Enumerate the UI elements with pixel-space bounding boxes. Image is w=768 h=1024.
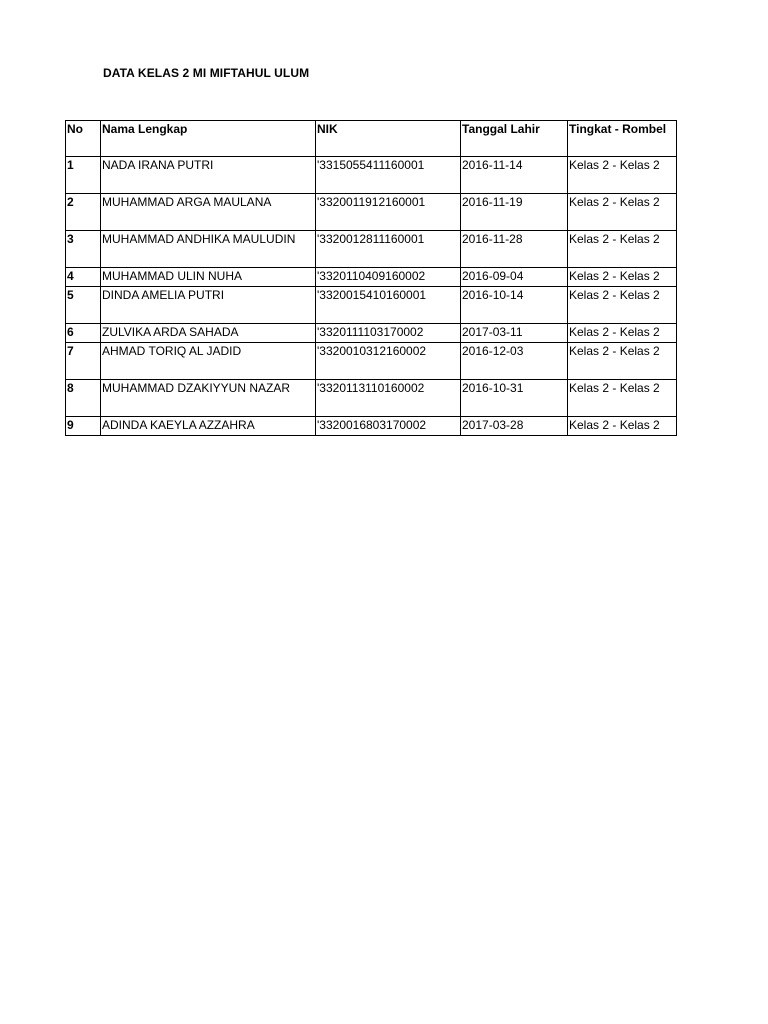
cell-tingkat-rombel: Kelas 2 - Kelas 2 [568, 157, 677, 194]
cell-tingkat-rombel: Kelas 2 - Kelas 2 [568, 194, 677, 231]
cell-tingkat-rombel: Kelas 2 - Kelas 2 [568, 287, 677, 324]
cell-tanggal-lahir: 2017-03-11 [461, 324, 568, 343]
cell-tingkat-rombel: Kelas 2 - Kelas 2 [568, 324, 677, 343]
cell-nik: '3320113110160002 [316, 380, 461, 417]
cell-no: 5 [66, 287, 101, 324]
table-row [66, 343, 677, 380]
cell-nama: MUHAMMAD DZAKIYYUN NAZAR [101, 380, 316, 417]
cell-nama: NADA IRANA PUTRI [101, 157, 316, 194]
cell-nik: '3320111103170002 [316, 324, 461, 343]
header-nik: NIK [316, 121, 461, 157]
cell-nik: '3315055411160001 [316, 157, 461, 194]
cell-tanggal-lahir: 2016-11-19 [461, 194, 568, 231]
cell-no: 8 [66, 380, 101, 417]
cell-no: 4 [66, 268, 101, 287]
cell-tanggal-lahir: 2016-11-14 [461, 157, 568, 194]
cell-no: 6 [66, 324, 101, 343]
table-row [66, 157, 677, 194]
header-tanggal-lahir: Tanggal Lahir [461, 121, 568, 157]
table-row [66, 194, 677, 231]
cell-tanggal-lahir: 2016-12-03 [461, 343, 568, 380]
cell-no: 3 [66, 231, 101, 268]
cell-tanggal-lahir: 2016-11-28 [461, 231, 568, 268]
cell-nik: '3320010312160002 [316, 343, 461, 380]
cell-nama: ZULVIKA ARDA SAHADA [101, 324, 316, 343]
cell-tanggal-lahir: 2017-03-28 [461, 417, 568, 436]
cell-no: 9 [66, 417, 101, 436]
cell-nik: '3320015410160001 [316, 287, 461, 324]
table-row [66, 287, 677, 324]
cell-tingkat-rombel: Kelas 2 - Kelas 2 [568, 380, 677, 417]
cell-nama: AHMAD TORIQ AL JADID [101, 343, 316, 380]
document-title: DATA KELAS 2 MI MIFTAHUL ULUM [103, 66, 310, 80]
cell-nama: ADINDA KAEYLA AZZAHRA [101, 417, 316, 436]
cell-tanggal-lahir: 2016-10-14 [461, 287, 568, 324]
cell-no: 7 [66, 343, 101, 380]
cell-tingkat-rombel: Kelas 2 - Kelas 2 [568, 231, 677, 268]
cell-tanggal-lahir: 2016-10-31 [461, 380, 568, 417]
cell-nama: MUHAMMAD ANDHIKA MAULUDIN [101, 231, 316, 268]
cell-tingkat-rombel: Kelas 2 - Kelas 2 [568, 417, 677, 436]
cell-tingkat-rombel: Kelas 2 - Kelas 2 [568, 343, 677, 380]
table-header-row [66, 121, 677, 157]
cell-nik: '3320016803170002 [316, 417, 461, 436]
cell-no: 2 [66, 194, 101, 231]
table-row [66, 380, 677, 417]
cell-no: 1 [66, 157, 101, 194]
cell-nama: MUHAMMAD ARGA MAULANA [101, 194, 316, 231]
cell-nama: MUHAMMAD ULIN NUHA [101, 268, 316, 287]
header-tingkat-rombel: Tingkat - Rombel [568, 121, 677, 157]
cell-nik: '3320011912160001 [316, 194, 461, 231]
table-row [66, 417, 677, 436]
table-row [66, 324, 677, 343]
cell-nik: '3320110409160002 [316, 268, 461, 287]
cell-tanggal-lahir: 2016-09-04 [461, 268, 568, 287]
cell-nama: DINDA AMELIA PUTRI [101, 287, 316, 324]
table-row [66, 268, 677, 287]
table-row [66, 231, 677, 268]
cell-nik: '3320012811160001 [316, 231, 461, 268]
student-table [65, 120, 677, 436]
header-nama-lengkap: Nama Lengkap [101, 121, 316, 157]
cell-tingkat-rombel: Kelas 2 - Kelas 2 [568, 268, 677, 287]
header-no: No [66, 121, 101, 157]
